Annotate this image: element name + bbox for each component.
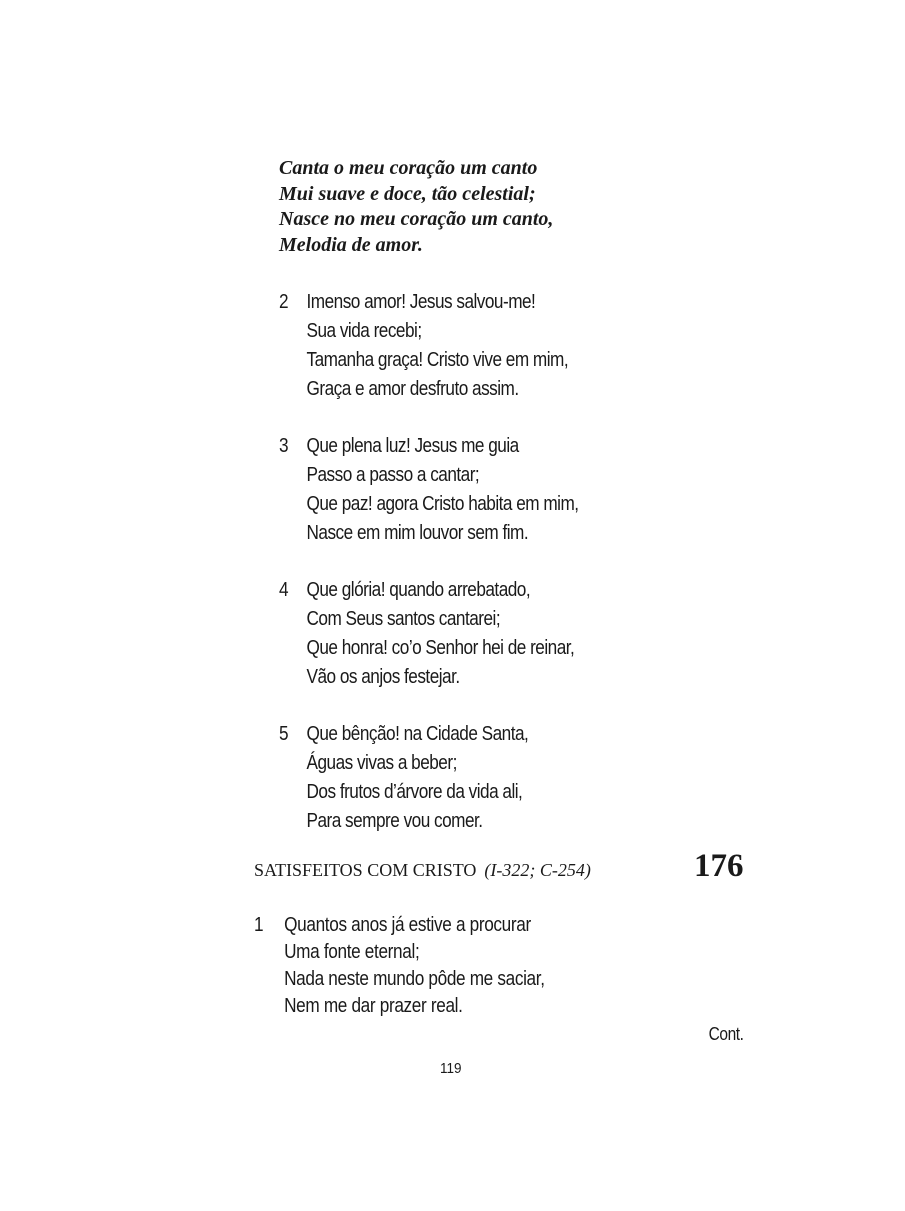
stanza-number: 4 (279, 579, 289, 601)
chorus-line: Nasce no meu coração um canto, (279, 208, 554, 230)
stanza-2 (279, 288, 568, 404)
chorus (279, 156, 553, 258)
hymn-reference: (I-322; C-254) (484, 860, 591, 880)
stanza-line: Com Seus santos cantarei; (306, 608, 501, 630)
hymn-title (254, 860, 591, 881)
stanza-number: 3 (279, 435, 289, 457)
hymn-title-text: SATISFEITOS COM CRISTO (254, 860, 477, 880)
chorus-line: Melodia de amor. (279, 233, 423, 256)
continued-label: Cont. (709, 1024, 744, 1044)
stanza-line: Tamanha graça! Cristo vive em mim, (306, 349, 569, 371)
stanza-line: Graça e amor desfruto assim. (306, 378, 519, 400)
page-number: 119 (440, 1060, 462, 1077)
chorus-line: Mui suave e doce, tão celestial; (279, 182, 536, 205)
stanza-5 (279, 720, 528, 836)
stanza-line: Que bênção! na Cidade Santa, (306, 723, 529, 745)
stanza-number: 2 (279, 291, 289, 313)
stanza-4 (279, 576, 574, 692)
stanza-line: Nada neste mundo pôde me saciar, (284, 968, 545, 990)
stanza-line: Vão os anjos festejar. (306, 666, 460, 688)
next-hymn-stanza-1 (254, 912, 545, 1020)
stanza-line: Que glória! quando arrebatado, (306, 579, 531, 601)
stanza-line: Dos frutos d’árvore da vida ali, (306, 781, 523, 803)
stanza-line: Que plena luz! Jesus me guia (306, 435, 519, 457)
stanza-line: Para sempre vou comer. (306, 810, 483, 832)
stanza-line: Nasce em mim louvor sem fim. (306, 522, 529, 544)
chorus-line: Canta o meu coração um canto (279, 157, 538, 179)
stanza-line: Uma fonte eternal; (284, 941, 420, 963)
stanza-number: 1 (254, 914, 264, 936)
stanza-line: Sua vida recebi; (306, 320, 422, 342)
stanza-line: Quantos anos já estive a procurar (284, 914, 531, 936)
stanza-line: Águas vivas a beber; (306, 752, 457, 774)
stanza-line: Que paz! agora Cristo habita em mim, (306, 493, 579, 515)
stanza-line: Nem me dar prazer real. (284, 995, 463, 1017)
stanza-3 (279, 432, 579, 548)
stanza-line: Imenso amor! Jesus salvou-me! (306, 291, 536, 313)
hymn-number: 176 (694, 848, 744, 884)
stanza-number: 5 (279, 723, 289, 745)
stanza-line: Passo a passo a cantar; (306, 464, 480, 486)
stanza-line: Que honra! co’o Senhor hei de reinar, (306, 637, 575, 659)
